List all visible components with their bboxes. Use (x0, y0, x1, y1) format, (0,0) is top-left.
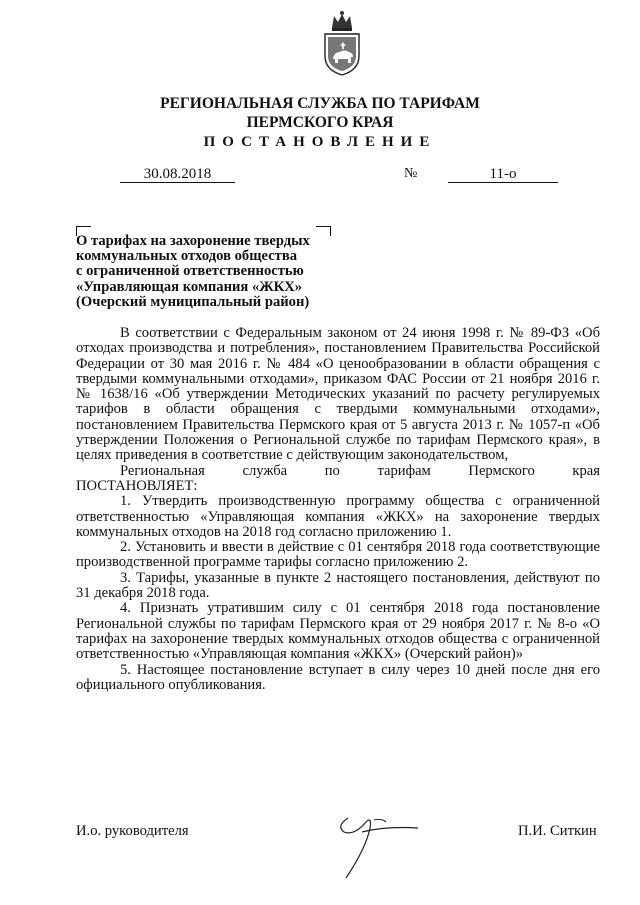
signer-position: И.о. руководителя (76, 823, 189, 839)
org-name-line1: РЕГИОНАЛЬНАЯ СЛУЖБА ПО ТАРИФАМ (160, 95, 480, 112)
preamble-paragraph: В соответствии с Федеральным законом от 24 июня 1998 г. № 89-ФЗ «Об отходах производства и потребления», постановлением Правительства Российской Федерации от 30 мая 2016 г. № 484 «О ценообразовании в области обращения с твердыми коммунальными отходами», приказом ФАС России от 21 ноября 2016 г. № 1638/16 «Об утверждении Методических указаний по расчету регулируемых тарифов в области обращения с твердыми коммунальными отходами», постановлением Правительства Пермского края от 5 августа 2013 г. № 1057-п «Об утверждении Положения о Региональной службе по тарифам Пермского края», в целях приведения в соответствие с действующим законодательством, (76, 325, 600, 464)
handwritten-signature (326, 808, 422, 880)
subject-line: коммунальных отходов общества (76, 248, 298, 265)
resolves-word: ПОСТАНОВЛЯЕТ: (76, 477, 198, 494)
coat-of-arms-emblem (322, 10, 362, 76)
item-1: 1. Утвердить производственную программу общества с ограниченной ответственностью «Управляющая компания «ЖКХ» на захоронение твердых коммунальных отходов на 2018 год согласно приложению 1. (76, 493, 600, 540)
subject-line: О тарифах на захоронение твердых (76, 233, 310, 249)
number-label: № (404, 166, 418, 181)
document-type: ПОСТАНОВЛЕНИЕ (203, 134, 437, 150)
subject-line: «Управляющая компания «ЖКХ» (76, 278, 303, 295)
signer-name: П.И. Ситкин (518, 823, 597, 839)
document-date: 30.08.2018 (120, 166, 235, 183)
item-4: 4. Признать утратившим силу с 01 сентября 2018 года постановление Региональной службы по тарифам Пермского края от 29 ноября 2017 г. № 8-о «О тарифах на захоронение твердых коммунальных отходов общества с ограниченной ответственностью «Управляющая компания «ЖКХ» (Очерский район)» (76, 600, 600, 663)
document-subject (76, 234, 336, 310)
item-3: 3. Тарифы, указанные в пункте 2 настоящего постановления, действуют по 31 декабря 2018 года. (76, 569, 600, 602)
org-name-line2: ПЕРМСКОГО КРАЯ (246, 114, 394, 131)
resolves-line: Региональная служба по тарифам Пермского края (120, 462, 600, 479)
item-5: 5. Настоящее постановление вступает в силу через 10 дней после дня его официального опубликования. (76, 661, 600, 693)
subject-line: с ограниченной ответственностью (76, 263, 304, 280)
item-2: 2. Установить и ввести в действие с 01 сентября 2018 года соответствующие производственной программе тарифы согласно приложению 2. (76, 539, 600, 571)
document-number: 11-о (448, 166, 558, 183)
subject-line: (Очерский муниципальный район) (76, 293, 310, 310)
document-body (76, 326, 600, 693)
